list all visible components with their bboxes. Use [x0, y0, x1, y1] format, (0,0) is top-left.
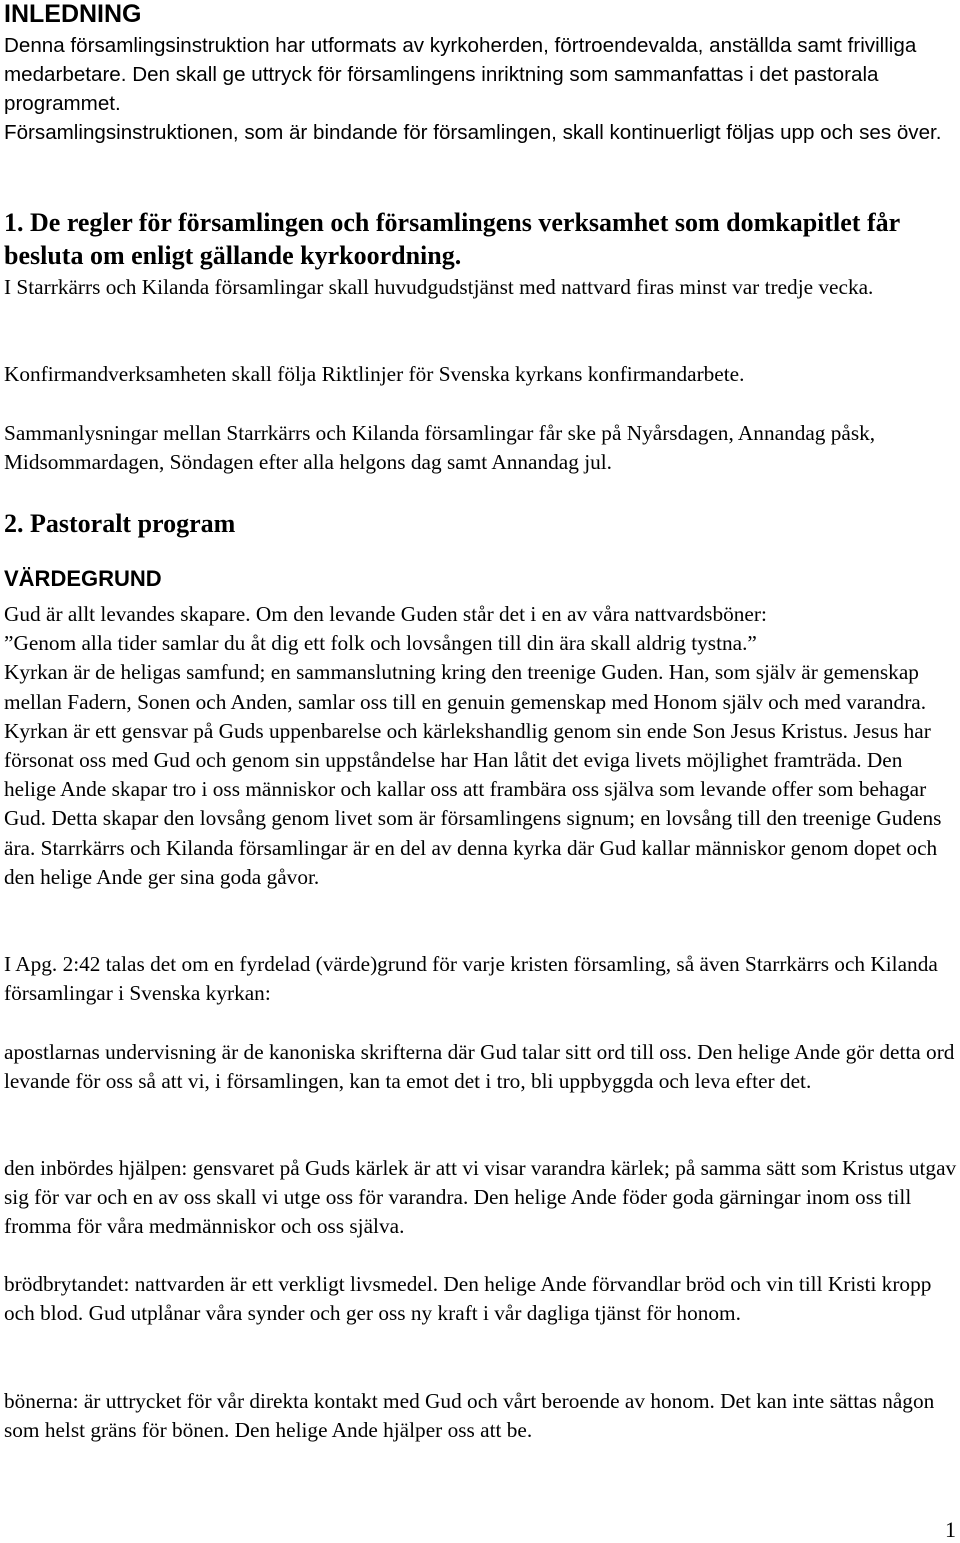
value-bonerna-text: är uttrycket för vår direkta kontakt med Gud och vårt beroende av honom. Det kan inte sättas någon som helst gräns för bönen. Den helige Ande hjälper oss att be.	[4, 1389, 935, 1443]
value-apostlarnas-label: apostlarnas undervisning	[4, 1040, 217, 1064]
vardegrund-lead: Gud är allt levandes skapare.	[4, 602, 251, 626]
value-bonerna-label: bönerna:	[4, 1389, 79, 1413]
page-number: 1	[945, 1517, 956, 1542]
section-1-heading: 1. De regler för församlingen och församlingens verksamhet som domkapitlet får besluta om enligt gällande kyrkoordning.	[4, 208, 900, 270]
section-1-paragraph-2: Konfirmandverksamheten skall följa Riktlinjer för Svenska kyrkans konfirmandarbete.	[4, 362, 745, 386]
section-1-paragraph-3: Sammanlysningar mellan Starrkärrs och Kilanda församlingar får ske på Nyårsdagen, Annandag påsk, Midsommardagen, Söndagen efter alla helgons dag samt Annandag jul.	[4, 421, 876, 475]
vardegrund-quote: ”Genom alla tider samlar du åt dig ett folk och lovsången till din ära skall aldrig tystna.”	[4, 631, 757, 656]
value-hjalpen-label: den inbördes hjälpen:	[4, 1156, 188, 1180]
apg-paragraph: I Apg. 2:42 talas det om en fyrdelad (värde)grund för varje kristen församling, så även Starrkärrs och Kilanda församlingar i Svenska kyrkan:	[4, 952, 938, 1006]
value-apostlarnas-text: är de kanoniska skrifterna där Gud talar sitt ord till oss. Den helige Ande gör detta ord levande för oss så att vi, i församlingen, kan ta emot det i tro, bli uppbyggda och leva efter det.	[4, 1040, 955, 1094]
vardegrund-heading: VÄRDEGRUND	[4, 566, 162, 591]
vardegrund-paragraph	[4, 600, 958, 892]
section-2-heading: 2. Pastoralt program	[4, 509, 236, 538]
heading-inledning: INLEDNING	[4, 0, 142, 28]
value-brodbrytandet-label: brödbrytandet:	[4, 1272, 130, 1296]
value-brodbrytandet-text: nattvarden är ett verkligt livsmedel. Den helige Ande förvandlar bröd och vin till Kristi kropp och blod. Gud utplånar våra synder och ger oss ny kraft i vår dagliga tjänst för honom.	[4, 1272, 932, 1326]
section-1-paragraph-1: I Starrkärrs och Kilanda församlingar skall huvudgudstjänst med nattvard firas minst var tredje vecka.	[4, 275, 874, 299]
vardegrund-body: Kyrkan är de heligas samfund; en sammanslutning kring den treenige Guden. Han, som själv är gemenskap mellan Fadern, Sonen och Anden, samlar oss till en genuin gemenskap med Honom själv och med varandra. Kyrkan är ett gensvar på Guds uppenbarelse och kärlekshandlig genom sin ende Son Jesus Kristus. Jesus har försonat oss med Gud och genom sin uppståndelse har Han låtit det eviga livets möjlighet framträda. Den helige Ande skapar tro i oss människor och kallar oss att frambära oss själva som levande offer som behagar Gud. Detta skapar den lovsång genom livet som är församlingens signum; en lovsång till den treenige Gudens ära. Starrkärrs och Kilanda församlingar är en del av denna kyrka där Gud kallar människor genom dopet och den helige Ande ger sina goda gåvor.	[4, 660, 942, 889]
value-hjalpen-text: gensvaret på Guds kärlek är att vi visar varandra kärlek; på samma sätt som Kristus utgav sig för var och en av oss skall vi utge oss för varandra. Den helige Ande föder goda gärningar inom oss till fromma för våra medmänniskor och oss själva.	[4, 1156, 957, 1239]
vardegrund-intro: Om den levande Guden står det i en av våra nattvardsböner:	[255, 602, 767, 626]
value-apostlarnas	[4, 1038, 958, 1096]
value-bonerna	[4, 1387, 958, 1445]
value-brodbrytandet	[4, 1270, 958, 1328]
intro-paragraph-1: Denna församlingsinstruktion har utformats av kyrkoherden, förtroendevalda, anställda samt frivilliga medarbetare. Den skall ge uttryck för församlingens inriktning som sammanfattas i det pastorala programmet.	[4, 34, 917, 116]
intro-paragraph-2: Församlingsinstruktionen, som är bindande för församlingen, skall kontinuerligt följas upp och ses över.	[4, 121, 942, 144]
value-hjalpen	[4, 1154, 958, 1242]
